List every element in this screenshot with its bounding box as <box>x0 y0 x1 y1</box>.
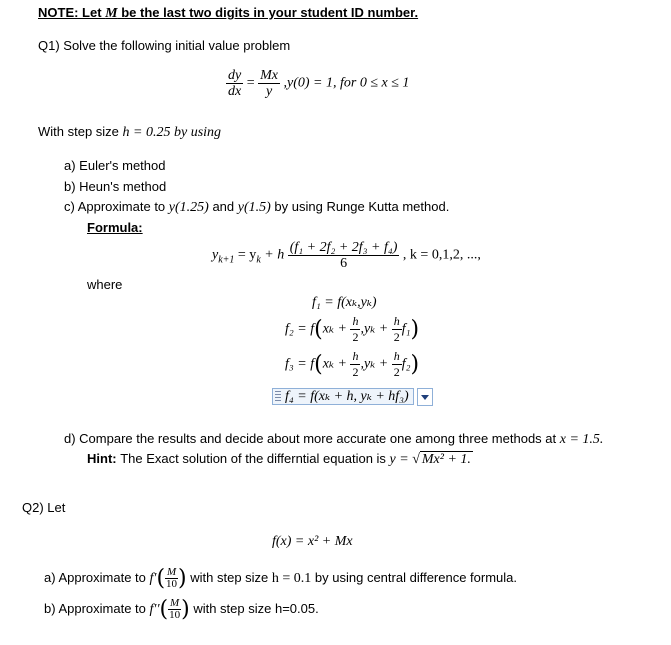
step-size-line: With step size h = 0.25 by using <box>38 124 222 140</box>
item-b: b) Heun's method <box>64 179 167 194</box>
hint-line: Hint: The Exact solution of the differntial equation is y = √ Mx² + 1. <box>87 451 471 467</box>
note-line: NOTE: Let M be the last two digits in your student ID number. <box>38 5 419 21</box>
rk-formula: $y_{k+1} = y_k + h$ $\frac{\text{(f₁ + 2f₂ + 2f₃ + f₄)}}{6}$ , k = 0,1,2, ..., <box>212 240 481 271</box>
item-a: a) Euler's method <box>64 158 166 173</box>
where-label: where <box>87 277 123 292</box>
f4-equation-box[interactable] <box>272 388 433 406</box>
mx-y-fraction: $\frac{Mx}{y}$ <box>260 68 279 99</box>
m-over-10: $\frac{M}{10}$ <box>166 566 178 590</box>
h-over-2: $\frac{h}{2}$ <box>393 314 400 344</box>
fx-definition: f(x) = x² + Mx <box>272 534 353 549</box>
q1-label: Q1) Solve the following initial value problem <box>38 38 291 53</box>
q2-label: Q2) Let <box>22 500 66 515</box>
ode-tail: ,y(0) = 1, for 0 ≤ x ≤ 1 <box>283 75 410 91</box>
item-c: c) Approximate to y(1.25) and y(1.5) by using Runge Kutta method. <box>64 199 450 215</box>
m-over-10: $\frac{M}{10}$ <box>169 597 181 621</box>
f1-equation: f₁ = f(xₖ,yₖ) <box>312 295 377 310</box>
f2-equation: f₂ = f(xₖ + $\frac{h}{2}$ ,yₖ + $\frac{h}{2}$ f₁) <box>285 314 420 344</box>
q2-item-a: a) Approximate to f′( $\frac{M}{10}$ ) with step size h = 0.1 by using central difference formula. <box>44 566 518 591</box>
sqrt-symbol: √ <box>412 452 420 467</box>
note-var-m: M <box>105 6 118 21</box>
equation-options-dropdown-icon[interactable] <box>417 388 433 406</box>
f3-equation: f₃ = f(xₖ + $\frac{h}{2}$ ,yₖ + $\frac{h}{2}$ f₂) <box>285 349 420 379</box>
h-over-2: $\frac{h}{2}$ <box>352 349 359 379</box>
dy-dx-fraction: $\frac{dy}{dx}$ <box>228 68 242 99</box>
h-over-2: $\frac{h}{2}$ <box>352 314 359 344</box>
h-over-2: $\frac{h}{2}$ <box>393 349 400 379</box>
formula-label: Formula: <box>87 220 143 235</box>
drag-handle-icon[interactable] <box>275 391 281 403</box>
equation-selection-box[interactable]: f₄ = f(xₖ + h, yₖ + hf₃) <box>272 388 414 405</box>
q2-item-b: b) Approximate to f′′( $\frac{M}{10}$ ) with step size h=0.05. <box>44 597 319 622</box>
ode-equation: $\frac{dy}{dx}$ = $\frac{Mx}{y}$ ,y(0) = 1, for 0 ≤ x ≤ 1 <box>228 68 410 99</box>
rk-fraction: $\frac{\text{(f₁ + 2f₂ + 2f₃ + f₄)}}{6}$ <box>289 240 398 271</box>
item-d: d) Compare the results and decide about more accurate one among three methods at x = 1.5. <box>64 431 604 447</box>
